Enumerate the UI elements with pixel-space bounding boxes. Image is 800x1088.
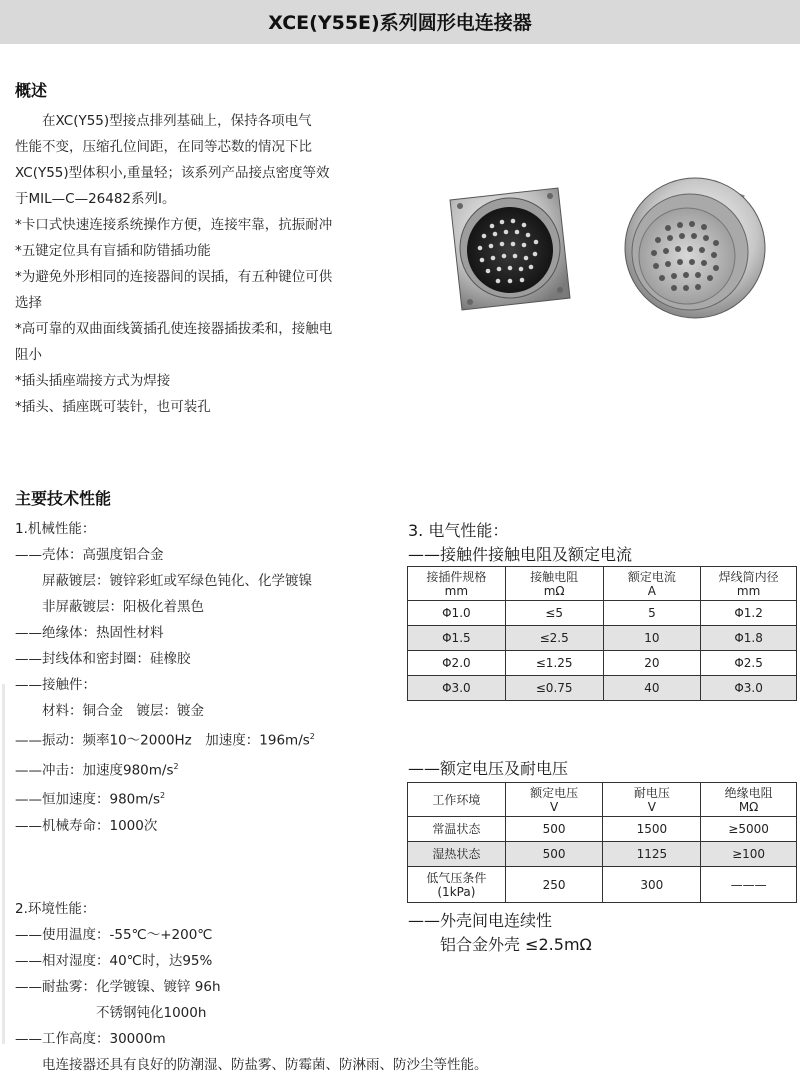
table-header-row	[408, 783, 797, 817]
environment-line: ——相对湿度：40℃时，达95%	[15, 953, 213, 969]
mechanical-line: ——封线体和密封圈：硅橡胶	[15, 651, 191, 667]
shock-line	[15, 754, 315, 784]
mechanical-line: ——接触件：	[15, 677, 96, 693]
header-label: 额定电压	[530, 785, 579, 800]
header-unit: MΩ	[738, 799, 759, 814]
mechanical-line: 屏蔽镀层：镀锌彩虹或军绿色钝化、化学镀镍	[15, 573, 312, 589]
header-label: 接触电阻	[530, 569, 579, 584]
mechanical-line: 非屏蔽镀层：阳极化着黑色	[15, 599, 204, 615]
table-cell: 40	[603, 676, 701, 701]
header-label: 绝缘电阻	[724, 785, 773, 800]
overview-line: 在XC(Y55)型接点排列基础上，保持各项电气	[15, 113, 312, 129]
table-header-row	[408, 567, 797, 601]
mechanical-line: ——壳体：高强度铝合金	[15, 547, 164, 563]
vibration-text: ——振动：频率10～2000Hz 加速度：196m/s	[15, 732, 310, 749]
table-cell: ≥100	[701, 842, 797, 867]
feature-item: *五键定位具有盲插和防错插功能	[15, 243, 211, 259]
table-cell: 湿热状态	[408, 842, 506, 867]
table-cell: Φ3.0	[701, 676, 797, 701]
mechanical-line: 材料：铜合金 镀层：镀金	[15, 703, 204, 719]
table1-title: ——接触件接触电阻及额定电流	[408, 545, 633, 564]
table-cell: 500	[505, 842, 603, 867]
environment-line: ——工作高度：30000m	[15, 1031, 166, 1047]
header-unit: A	[647, 583, 656, 598]
table-cell: ≤0.75	[505, 676, 603, 701]
feature-item: *卡口式快速连接系统操作方便，连接牢靠，抗振耐冲	[15, 217, 333, 233]
plug-connector	[625, 178, 765, 318]
feature-item: 阻小	[15, 347, 42, 363]
table-cell: Φ1.0	[408, 601, 506, 626]
page-title: XCE(Y55E)系列圆形电连接器	[268, 12, 532, 34]
feature-item: 选择	[15, 295, 42, 311]
table-cell: ≤1.25	[505, 651, 603, 676]
feature-item: *高可靠的双曲面线簧插孔使连接器插拔柔和，接触电	[15, 321, 333, 337]
header-unit: mm	[736, 583, 761, 598]
header-label: 工作环境	[432, 792, 481, 807]
receptacle-connector	[450, 188, 570, 310]
table-cell: Φ1.2	[701, 601, 797, 626]
mechanical-section	[15, 516, 315, 839]
header-label: 耐电压	[633, 785, 670, 800]
overview-heading: 概述	[15, 81, 48, 100]
mechanical-line: ——绝缘体：热固性材料	[15, 625, 164, 641]
overview-line: 性能不变，压缩孔位间距，在同等芯数的情况下比	[15, 139, 312, 155]
table-row	[408, 601, 797, 626]
table-row	[408, 676, 797, 701]
table-cell: 20	[603, 651, 701, 676]
overview-line: XC(Y55)型体积小,重量轻；该系列产品接点密度等效	[15, 165, 330, 181]
table-header-cell	[505, 783, 603, 817]
table-cell: 常温状态	[408, 817, 506, 842]
header-label: 焊线筒内径	[718, 569, 779, 584]
header-unit: V	[647, 799, 656, 814]
environment-line: ——使用温度：-55℃～+200℃	[15, 927, 213, 943]
header-label: 额定电流	[627, 569, 676, 584]
table-cell: 250	[505, 867, 603, 903]
header-unit: V	[550, 799, 559, 814]
tech-heading: 主要技术性能	[15, 489, 112, 508]
table-row	[408, 651, 797, 676]
table-row	[408, 626, 797, 651]
const-accel-line	[15, 783, 315, 813]
feature-item: *插头、插座既可装针，也可装孔	[15, 399, 211, 415]
electrical-title: 3. 电气性能：	[408, 521, 509, 540]
table-header-cell	[603, 783, 701, 817]
header-label: 接插件规格	[426, 569, 487, 584]
table-cell: ≥5000	[701, 817, 797, 842]
header-unit: mm	[444, 583, 469, 598]
table-cell: Φ1.5	[408, 626, 506, 651]
table-header-cell	[603, 567, 701, 601]
table-row	[408, 817, 797, 842]
header-unit: mΩ	[543, 583, 565, 598]
environment-line: 不锈钢钝化1000h	[15, 1005, 207, 1021]
table-header-cell	[408, 567, 506, 601]
table-cell: 300	[603, 867, 701, 903]
feature-item: *插头插座端接方式为焊接	[15, 373, 171, 389]
table-cell: ≤5	[505, 601, 603, 626]
contact-resistance-table	[407, 566, 797, 701]
overview-line: 于MIL—C—26482系列Ⅰ。	[15, 191, 176, 207]
table-header-cell	[505, 567, 603, 601]
product-photo	[440, 170, 795, 330]
table-cell: ≤2.5	[505, 626, 603, 651]
table-cell: 10	[603, 626, 701, 651]
mechanical-title: 1.机械性能：	[15, 521, 96, 537]
table-cell: Φ1.8	[701, 626, 797, 651]
table-header-cell	[408, 783, 506, 817]
table-row	[408, 842, 797, 867]
superscript: 2	[309, 732, 315, 741]
table-cell: 低气压条件 (1kPa)	[408, 867, 506, 903]
table-header-cell	[701, 567, 797, 601]
environment-line: 电连接器还具有良好的防潮湿、防盐雾、防霉菌、防淋雨、防沙尘等性能。	[15, 1057, 488, 1073]
table-cell: 5	[603, 601, 701, 626]
feature-list	[15, 212, 395, 420]
const-accel-text: ——恒加速度：980m/s	[15, 791, 160, 808]
table-cell: 500	[505, 817, 603, 842]
table-cell: 1125	[603, 842, 701, 867]
vibration-line	[15, 724, 315, 754]
environment-title: 2.环境性能：	[15, 901, 96, 917]
table-cell: 1500	[603, 817, 701, 842]
voltage-table	[407, 782, 797, 903]
shock-text: ——冲击：加速度980m/s	[15, 762, 174, 778]
table-cell: ———	[701, 867, 797, 903]
table2-title: ——额定电压及耐电压	[408, 759, 569, 778]
table-cell: Φ2.5	[701, 651, 797, 676]
table-header-cell	[701, 783, 797, 817]
table-row	[408, 867, 797, 903]
overview-paragraph	[15, 108, 395, 212]
mechanical-life: ——机械寿命：1000次	[15, 817, 158, 834]
table-cell: Φ3.0	[408, 676, 506, 701]
table-cell: Φ2.0	[408, 651, 506, 676]
margin-rule	[2, 684, 5, 1044]
feature-item: *为避免外形相同的连接器间的误插，有五种键位可供	[15, 269, 333, 285]
continuity-value: 铝合金外壳 ≤2.5mΩ	[408, 935, 592, 954]
continuity-title: ——外壳间电连续性	[408, 911, 553, 930]
environment-line: ——耐盐雾：化学镀镍、镀锌 96h	[15, 979, 221, 995]
superscript: 2	[160, 791, 166, 800]
superscript: 2	[173, 761, 179, 771]
